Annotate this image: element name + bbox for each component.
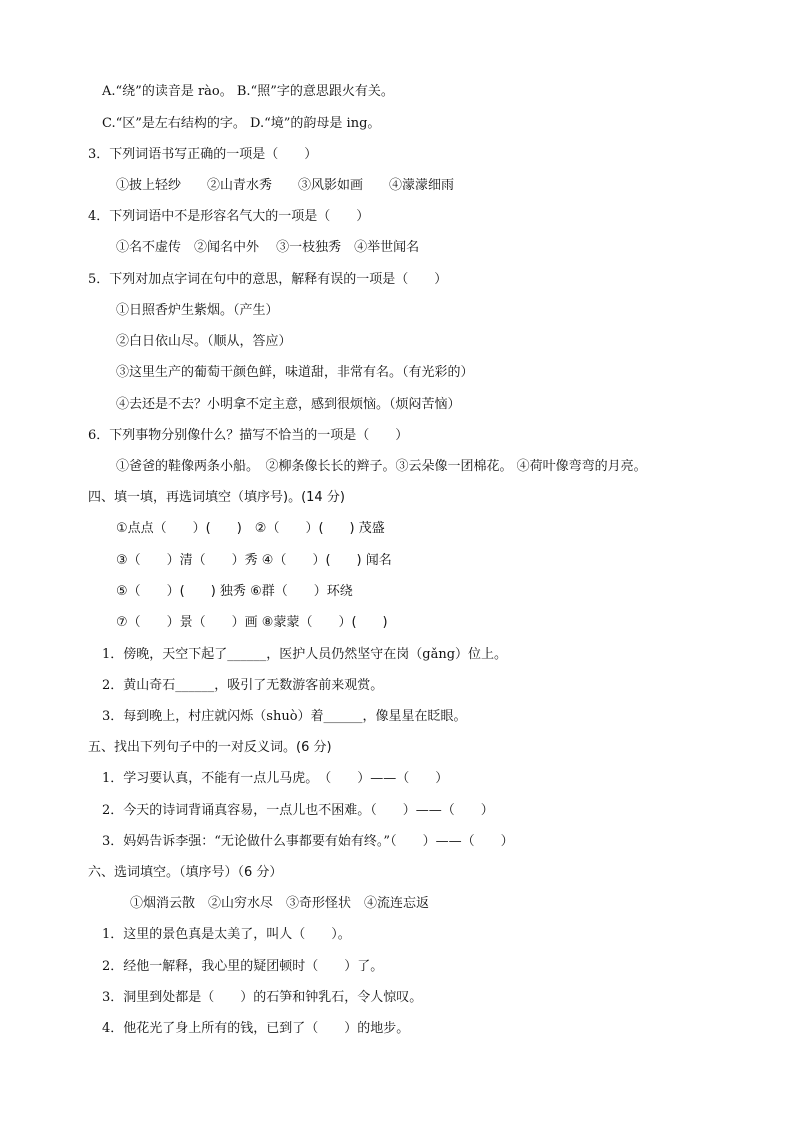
- fill-row-2: ③（ ）清（ ）秀 ④（ ）( ) 闻名: [116, 553, 392, 568]
- question-5-option-1: ①日照香炉生紫烟。（产生）: [116, 303, 279, 318]
- choice-sentence-2: 2．经他一解释，我心里的疑团顿时（ ）了。: [102, 959, 384, 974]
- antonym-sentence-1: 1．学习要认真，不能有一点儿马虎。 （ ）——（ ）: [102, 771, 449, 786]
- question-5: 5．下列对加点字词在句中的意思，解释有误的一项是（ ）: [88, 272, 448, 287]
- question-3-options: ①披上轻纱 ②山青水秀 ③风影如画 ④濛濛细雨: [116, 178, 455, 193]
- option-line-cd: C.“区”是左右结构的字。 D.“境”的韵母是 ing。: [102, 116, 381, 131]
- option-line-ab: A.“绕”的读音是 rào。 B.“照”字的意思跟火有关。: [102, 84, 394, 99]
- question-4-options: ①名不虚传 ②闻名中外 ③一枝独秀 ④举世闻名: [116, 240, 420, 255]
- choice-sentence-4: 4．他花光了身上所有的钱，已到了（ ）的地步。: [102, 1021, 410, 1036]
- fill-row-4: ⑦（ ）景（ ）画 ⑧蒙蒙（ ）( ): [116, 615, 388, 630]
- question-5-option-2: ②白日依山尽。（顺从，答应）: [116, 334, 292, 349]
- question-6-options: ①爸爸的鞋像两条小船。 ②柳条像长长的辫子。③云朵像一团棉花。 ④荷叶像弯弯的月亮。: [116, 459, 647, 474]
- choice-sentence-1: 1．这里的景色真是太美了，叫人（ ）。: [102, 927, 351, 942]
- fill-sentence-2: 2．黄山奇石______，吸引了无数游客前来观赏。: [102, 678, 384, 693]
- fill-sentence-3: 3．每到晚上，村庄就闪烁（shuò）着______，像星星在眨眼。: [102, 709, 467, 724]
- fill-row-1: ①点点（ ）( ) ②（ ）( ) 茂盛: [116, 521, 385, 536]
- question-5-option-3: ③这里生产的葡萄干颜色鲜，味道甜，非常有名。（有光彩的）: [116, 365, 474, 380]
- section-6-heading: 六、选词填空。（填序号）（6 分）: [88, 865, 283, 880]
- question-3: 3．下列词语书写正确的一项是（ ）: [88, 147, 318, 162]
- antonym-sentence-2: 2．今天的诗词背诵真容易，一点儿也不困难。（ ）——（ ）: [102, 803, 494, 818]
- word-choices: ①烟消云散 ②山穷水尽 ③奇形怪状 ④流连忘返: [130, 896, 430, 911]
- antonym-sentence-3: 3．妈妈告诉李强：“无论做什么事都要有始有终。”（ ）——（ ）: [102, 834, 514, 849]
- section-5-heading: 五、找出下列句子中的一对反义词。(6 分): [88, 740, 332, 755]
- question-6: 6．下列事物分别像什么？描写不恰当的一项是（ ）: [88, 428, 409, 443]
- question-4: 4．下列词语中不是形容名气大的一项是（ ）: [88, 209, 370, 224]
- choice-sentence-3: 3．洞里到处都是（ ）的石笋和钟乳石，令人惊叹。: [102, 990, 423, 1005]
- fill-row-3: ⑤（ ）( ) 独秀 ⑥群（ ）环绕: [116, 584, 353, 599]
- section-4-heading: 四、填一填，再选词填空（填序号)。(14 分): [88, 490, 345, 505]
- fill-sentence-1: 1．傍晚，天空下起了______，医护人员仍然坚守在岗（gǎng）位上。: [102, 647, 508, 662]
- question-5-option-4: ④去还是不去？小明拿不定主意，感到很烦恼。（烦闷苦恼）: [116, 397, 461, 412]
